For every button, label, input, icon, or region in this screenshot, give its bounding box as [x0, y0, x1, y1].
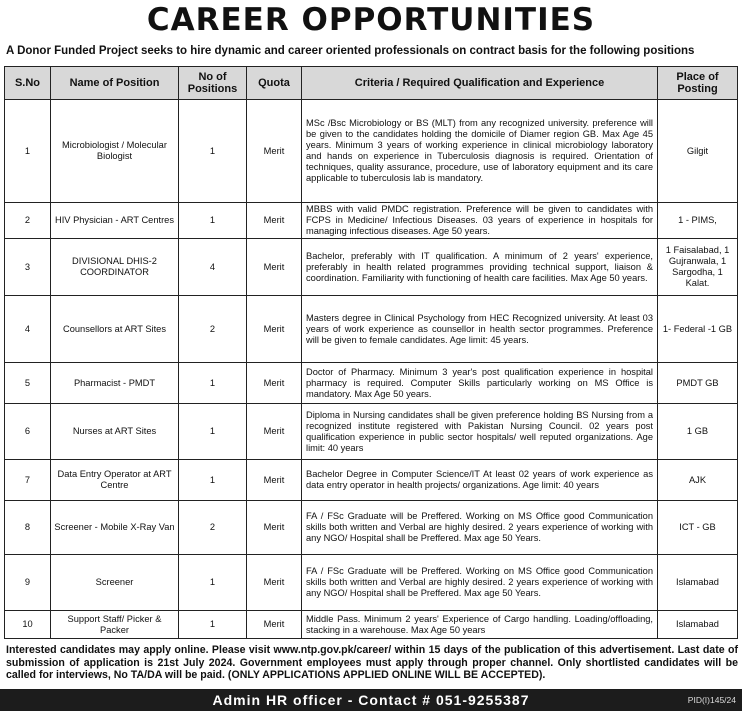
header-sno: S.No: [5, 67, 51, 100]
cell-positions: 1: [179, 555, 247, 611]
table-row: [5, 611, 738, 639]
cell-place: AJK: [658, 460, 738, 501]
cell-sno: 1: [5, 100, 51, 203]
cell-criteria: MSc /Bsc Microbiology or BS (MLT) from any recognized university. preference will be given to the candidates holding the domicile of Diamer region GB. Max Age 45 years. Minimum 3 years of working experience in clinical microbiology laboratory and hands on experience in Tuberculosis diagnosis is required. Orientation of techniques, quality assurance, procedure, use of laboratory equipment and its care applicable to tuberculosis lab is mandatory.: [302, 100, 658, 203]
table-row: [5, 239, 738, 296]
table-row: [5, 555, 738, 611]
cell-quota: Merit: [247, 404, 302, 460]
cell-quota: Merit: [247, 460, 302, 501]
cell-criteria: FA / FSc Graduate will be Preffered. Working on MS Office good Communication skills both written and Verbal are highly desired. 2 years experience of working with any NGO/ Hospital shall be Preffered. Max age 50 Years.: [302, 555, 658, 611]
cell-position-name: Screener: [51, 555, 179, 611]
cell-criteria: Bachelor, preferably with IT qualification. A minimum of 2 years' experience, preferably in health related programmes providing technical support, liaison & coordination. Familiarity with functioning of health care facilities. Max Age 50 years.: [302, 239, 658, 296]
cell-position-name: Microbiologist / Molecular Biologist: [51, 100, 179, 203]
table-row: [5, 203, 738, 239]
cell-positions: 1: [179, 460, 247, 501]
cell-criteria: Doctor of Pharmacy. Minimum 3 year's post qualification experience in hospital pharmacy is required. Computer Skills particularly working on MS Office is mandatory. Max Age 50 years.: [302, 363, 658, 404]
cell-place: Islamabad: [658, 555, 738, 611]
cell-sno: 7: [5, 460, 51, 501]
cell-position-name: Data Entry Operator at ART Centre: [51, 460, 179, 501]
cell-position-name: DIVISIONAL DHIS-2 COORDINATOR: [51, 239, 179, 296]
cell-sno: 4: [5, 296, 51, 363]
cell-positions: 4: [179, 239, 247, 296]
cell-position-name: Nurses at ART Sites: [51, 404, 179, 460]
cell-positions: 1: [179, 100, 247, 203]
table-row: [5, 501, 738, 555]
cell-place: PMDT GB: [658, 363, 738, 404]
cell-sno: 8: [5, 501, 51, 555]
cell-sno: 6: [5, 404, 51, 460]
cell-sno: 3: [5, 239, 51, 296]
cell-place: 1 Faisalabad, 1 Gujranwala, 1 Sargodha, 1 Kalat.: [658, 239, 738, 296]
cell-place: ICT - GB: [658, 501, 738, 555]
table-row: [5, 100, 738, 203]
table-row: [5, 460, 738, 501]
cell-quota: Merit: [247, 296, 302, 363]
table-row: [5, 404, 738, 460]
cell-sno: 5: [5, 363, 51, 404]
positions-table: [4, 66, 738, 639]
table-row: [5, 296, 738, 363]
cell-criteria: Middle Pass. Minimum 2 years' Experience of Cargo handling. Loading/offloading, stacking in a warehouse. Max Age 50 years: [302, 611, 658, 639]
cell-criteria: Diploma in Nursing candidates shall be given preference holding BS Nursing from a recognized institute registered with Pakistan Nursing Council. 02 years post qualification experience in public sector hospitals/ well reputed organizations. Age limit: 40 years: [302, 404, 658, 460]
footer-note: Interested candidates may apply online. Please visit www.ntp.gov.pk/career/ within 15 days of the publication of this advertisement. Last date of submission of application is 21st July 2024. Government employees must apply through proper channel. Only shortlisted candidates will be called for interviews, No TA/DA will be paid. (ONLY APPLICATIONS APPLIED ONLINE WILL BE ACCEPTED).: [6, 644, 738, 681]
cell-position-name: Counsellors at ART Sites: [51, 296, 179, 363]
cell-positions: 2: [179, 501, 247, 555]
table-row: [5, 363, 738, 404]
cell-quota: Merit: [247, 239, 302, 296]
cell-criteria: MBBS with valid PMDC registration. Preference will be given to candidates with FCPS in Medicine/ Infectious Diseases. 03 years of experience in hospitals for managing infectious diseases. Age 50 years.: [302, 203, 658, 239]
cell-positions: 1: [179, 404, 247, 460]
intro-text: A Donor Funded Project seeks to hire dynamic and career oriented professionals on contract basis for the following positions: [6, 45, 695, 57]
cell-quota: Merit: [247, 100, 302, 203]
cell-sno: 2: [5, 203, 51, 239]
cell-position-name: Support Staff/ Picker & Packer: [51, 611, 179, 639]
table-header-row: [5, 67, 738, 100]
cell-quota: Merit: [247, 363, 302, 404]
page-title: CAREER OPPORTUNITIES: [146, 2, 596, 38]
cell-quota: Merit: [247, 203, 302, 239]
cell-position-name: Pharmacist - PMDT: [51, 363, 179, 404]
cell-position-name: Screener - Mobile X-Ray Van: [51, 501, 179, 555]
cell-place: 1- Federal -1 GB: [658, 296, 738, 363]
cell-positions: 1: [179, 363, 247, 404]
cell-place: Gilgit: [658, 100, 738, 203]
cell-criteria: Bachelor Degree in Computer Science/IT At least 02 years of work experience as data entry operator in health projects/ organizations. Age limit: 40 years: [302, 460, 658, 501]
cell-positions: 1: [179, 203, 247, 239]
cell-sno: 10: [5, 611, 51, 639]
cell-place: 1 - PIMS,: [658, 203, 738, 239]
cell-position-name: HIV Physician - ART Centres: [51, 203, 179, 239]
cell-criteria: FA / FSc Graduate will be Preffered. Working on MS Office good Communication skills both written and Verbal are highly desired. 2 years experience of working with any NGO/ Hospital shall be Preffered. Max age 50 Years.: [302, 501, 658, 555]
header-criteria: Criteria / Required Qualification and Experience: [302, 67, 658, 100]
header-place: Place of Posting: [658, 67, 738, 100]
cell-positions: 2: [179, 296, 247, 363]
cell-sno: 9: [5, 555, 51, 611]
cell-criteria: Masters degree in Clinical Psychology from HEC Recognized university. At least 03 years of work experience as counsellor in health sector programmes. Preference will be given to female candidates. Age limit: 45 years.: [302, 296, 658, 363]
cell-quota: Merit: [247, 611, 302, 639]
cell-quota: Merit: [247, 501, 302, 555]
pid-code: PID(I)145/24: [687, 695, 736, 705]
header-quota: Quota: [247, 67, 302, 100]
contact-text: Admin HR officer - Contact # 051-9255387: [212, 692, 530, 708]
cell-place: Islamabad: [658, 611, 738, 639]
contact-bar: [0, 689, 742, 711]
cell-positions: 1: [179, 611, 247, 639]
header-positions: No of Positions: [179, 67, 247, 100]
cell-quota: Merit: [247, 555, 302, 611]
header-name: Name of Position: [51, 67, 179, 100]
cell-place: 1 GB: [658, 404, 738, 460]
